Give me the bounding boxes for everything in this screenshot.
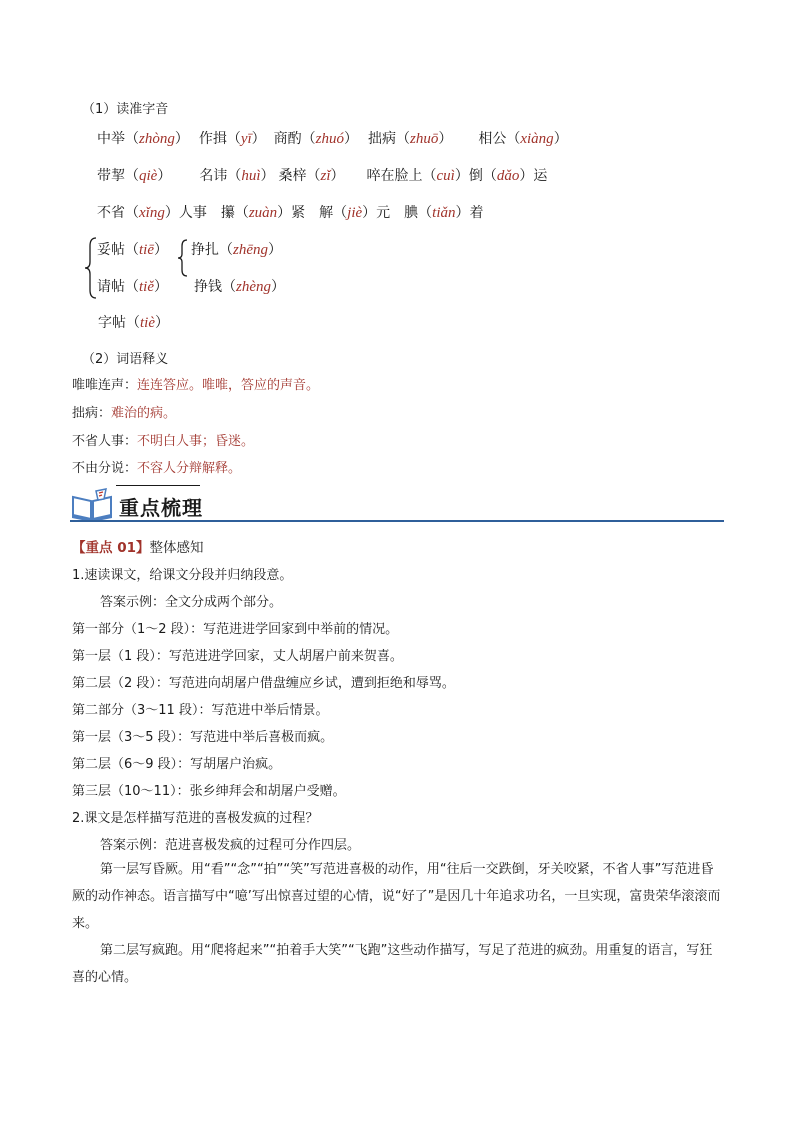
- key-point-heading: 【重点 01】整体感知: [72, 540, 204, 556]
- section1-label: （1）读准字音: [82, 102, 169, 117]
- outline-line: 第一层（1 段）：写范进进学回家，丈人胡屠户前来贺喜。: [72, 649, 403, 664]
- definition-item: 不由分说：不容人分辩解释。: [72, 461, 242, 476]
- word-zuanjin: 攥（ zuàn ）紧: [220, 205, 306, 221]
- outline-line: 第二层（2 段）：写范进向胡屠户借盘缠应乡试，遭到拒绝和辱骂。: [72, 676, 455, 691]
- word-zitie: 字帖（ tiè ）: [98, 315, 169, 331]
- definition-item: 唯唯连声：连连答应。唯唯，答应的声音。: [72, 378, 320, 393]
- large-brace-icon: [84, 236, 98, 300]
- word-sangzi: 桑梓（ zǐ ）: [278, 168, 345, 184]
- word-zhengqian: 挣钱（ zhèng ）: [194, 279, 285, 295]
- outline-line: 第一部分（1～2 段）：写范进进学回家到中举前的情况。: [72, 622, 399, 637]
- pinyin-row-3: [97, 202, 484, 222]
- word-daoyun: 倒（ dǎo ）运: [468, 168, 548, 184]
- word-zhuobing: 拙病（ zhuō ）: [368, 131, 453, 147]
- outline-line: 第二层（6～9 段）：写胡屠户治疯。: [72, 757, 282, 772]
- answer-2-paragraph-2: 第二层写疯跑。用“爬将起来”“拍着手大笑”“飞跑”这些动作描写，写足了范进的疯劲。用重复的语言，写狂喜的心情。: [72, 943, 713, 985]
- question-2: 2.课文是怎样描写范进的喜极发疯的过程？: [72, 811, 319, 826]
- word-zhengzha: 挣扎（ zhēng ）: [191, 242, 282, 258]
- word-qingtie: 请帖（ tiě ）: [97, 279, 168, 295]
- pinyin-row-1: [97, 128, 568, 148]
- section2-label: （2）词语释义: [82, 352, 169, 367]
- open-book-icon: [70, 487, 114, 521]
- definition-item: 拙病：难治的病。: [72, 406, 177, 421]
- word-tianzhe: 腆（ tiǎn ）着: [404, 205, 484, 221]
- word-daiqie: 带挈（ qiè ）: [97, 168, 172, 184]
- answer-1-intro: 答案示例：全文分成两个部分。: [100, 595, 283, 610]
- banner-top-line: [116, 485, 200, 486]
- outline-line: 第二部分（3～11 段）：写范进中举后情景。: [72, 703, 329, 718]
- word-minghui: 名讳（ huì ）: [199, 168, 275, 184]
- banner-rule: [70, 520, 724, 522]
- answer-2-intro: 答案示例：范进喜极发疯的过程可分作四层。: [100, 838, 361, 853]
- word-shangzhuo: 商酌（ zhuó ）: [273, 131, 359, 147]
- word-zhongju: 中举（ zhòng ）: [97, 131, 189, 147]
- word-tuotie: 妥帖（ tiē ）: [97, 242, 168, 258]
- word-jieyuan: 解（ jiè ）元: [319, 205, 391, 221]
- word-cuizailianshang: 啐在脸上（ cuì ）: [366, 168, 469, 184]
- answer-2-paragraph-1: 第一层写昏厥。用“看”“念”“拍”“笑”写范进喜极的动作，用“往后一交跌倒，牙关咬紧，不省人事”写范进昏厥的动作神态。语言描写中“噫’写出惊喜过望的心情，说“好了”是因几十年追求功名，一旦实现，富贵荣华滚滚而来。: [72, 862, 721, 931]
- outline-line: 第一层（3～5 段）：写范进中举后喜极而疯。: [72, 730, 334, 745]
- word-buxingrenshi: 不省（ xǐng ）人事: [97, 205, 207, 221]
- section-banner: [70, 485, 724, 525]
- outline-line: 第三层（10～11）：张乡绅拜会和胡屠户受赠。: [72, 784, 346, 799]
- small-brace-icon: [177, 238, 189, 278]
- word-zuoyi: 作揖（ yī ）: [198, 131, 266, 147]
- banner-title: 重点梳理: [119, 496, 203, 520]
- pinyin-row-2: [97, 165, 547, 185]
- word-xianggong: 相公（ xiàng ）: [478, 131, 568, 147]
- question-1: 1.速读课文，给课文分段并归纳段意。: [72, 568, 293, 583]
- definition-item: 不省人事：不明白人事；昏迷。: [72, 434, 255, 449]
